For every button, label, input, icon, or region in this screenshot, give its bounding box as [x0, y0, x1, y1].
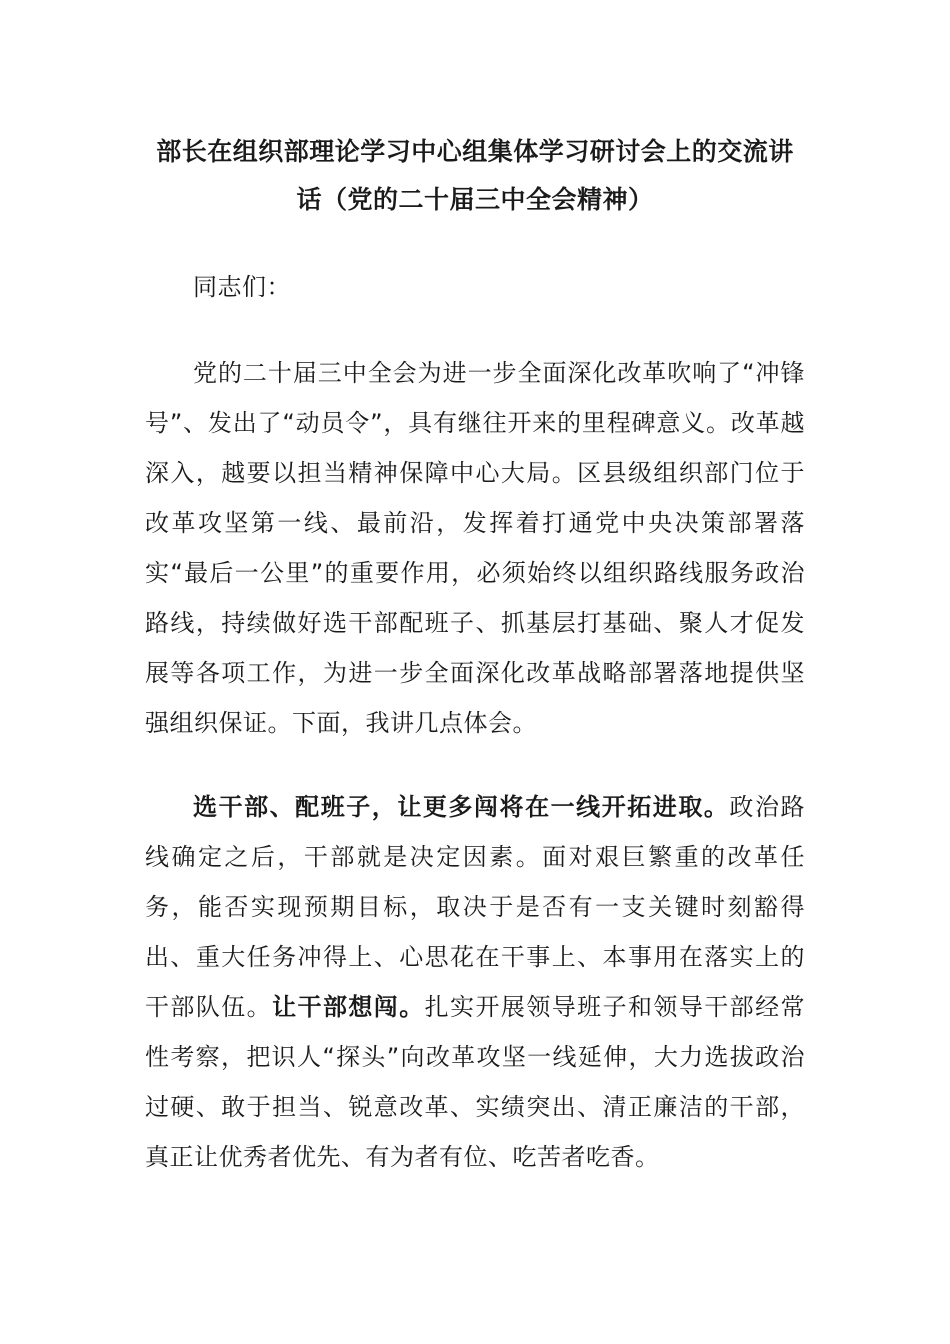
- section-heading: 选干部、配班子，让更多闯将在一线开拓进取。: [193, 793, 730, 821]
- document-title: 部长在组织部理论学习中心组集体学习研讨会上的交流讲话（党的二十届三中全会精神）: [156, 137, 794, 214]
- section-text: 政治路线确定之后，干部就是决定因素。面对艰巨繁重的改革任务，能否实现预期目标，取决于是否有一支关键时刻豁得出、重大任务冲得上、心思花在干事上、本事用在落实上的干部队伍。: [145, 793, 806, 1021]
- section-text-continued: 扎实开展领导班子和领导干部经常性考察，把识人“探头”向改革攻坚一线延伸，大力选拔政治过硬、敢于担当、锐意改革、实绩突出、清正廉洁的干部，真正让优秀者优先、有为者有位、吃苦者吃香。: [145, 993, 806, 1171]
- greeting: 同志们：: [193, 273, 291, 301]
- section-subheading: 让干部想闯。: [272, 993, 425, 1021]
- paragraph-intro: 党的二十届三中全会为进一步全面深化改革吹响了“冲锋号”、发出了“动员令”，具有继往开来的里程碑意义。改革越深入，越要以担当精神保障中心大局。区县级组织部门位于改革攻坚第一线、最前沿，发挥着打通党中央决策部署落实“最后一公里”的重要作用，必须始终以组织路线服务政治路线，持续做好选干部配班子、抓基层打基础、聚人才促发展等各项工作，为进一步全面深化改革战略部署落地提供坚强组织保证。下面，我讲几点体会。: [145, 359, 805, 737]
- paragraph-cadres: [145, 782, 805, 1182]
